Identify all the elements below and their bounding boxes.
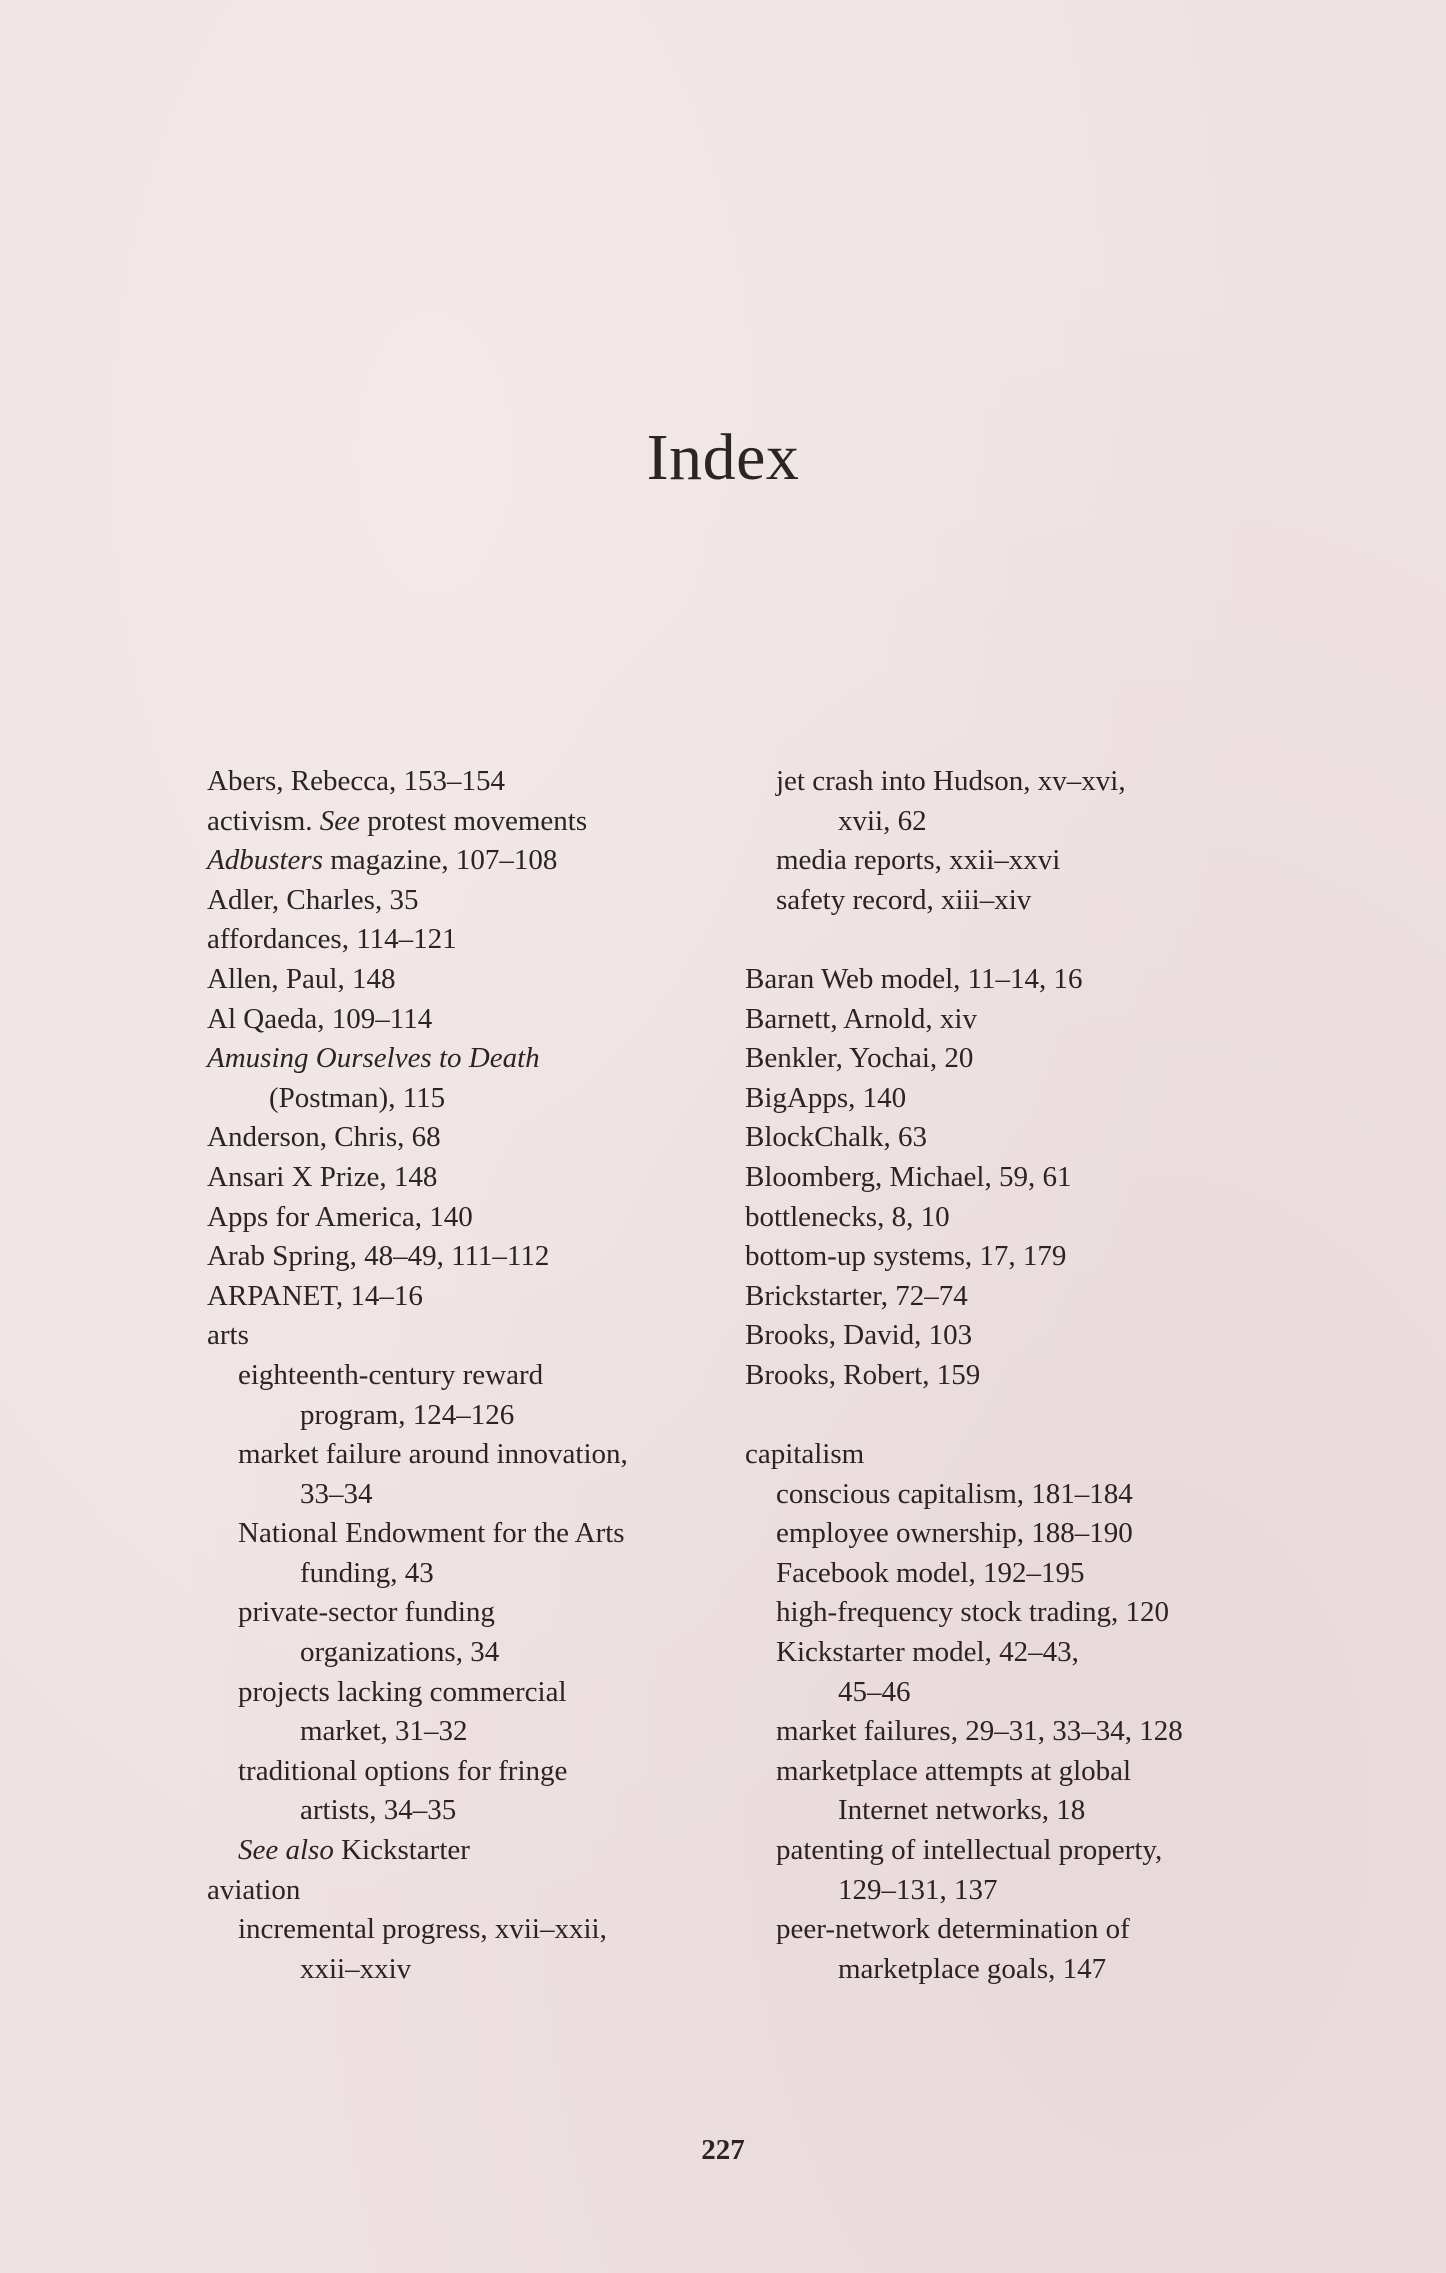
entry-text: ARPANET, 14–16: [207, 1279, 423, 1312]
index-entry: [745, 1316, 1305, 1356]
index-entry: [207, 802, 767, 842]
index-column-right: [745, 762, 1305, 1989]
entry-text: incremental progress, xvii–xxii,: [238, 1913, 607, 1946]
entry-text: market failures, 29–31, 33–34, 128: [776, 1715, 1183, 1748]
index-entry: [745, 1237, 1305, 1277]
entry-text: projects lacking commercial: [238, 1675, 567, 1708]
index-subentry: [745, 1752, 1305, 1831]
index-subentry: [745, 1593, 1305, 1633]
entry-text: employee ownership, 188–190: [776, 1517, 1133, 1550]
index-subentry: [207, 1831, 767, 1871]
entry-text: affordances, 114–121: [207, 923, 457, 956]
index-entry: [207, 1158, 767, 1198]
index-entry: [745, 1118, 1305, 1158]
entry-continuation: xvii, 62: [838, 804, 927, 837]
entry-text: Benkler, Yochai, 20: [745, 1042, 974, 1075]
entry-text: Al Qaeda, 109–114: [207, 1002, 433, 1035]
index-subentry: [745, 881, 1305, 921]
entry-text: BlockChalk, 63: [745, 1121, 928, 1154]
index-subentry: [207, 1593, 767, 1672]
entry-text: Brooks, David, 103: [745, 1319, 973, 1352]
entry-continuation: funding, 43: [300, 1556, 434, 1589]
entry-text: peer-network determination of: [776, 1913, 1130, 1946]
entry-text: protest movements: [360, 804, 588, 837]
entry-continuation: artists, 34–35: [300, 1794, 457, 1827]
index-entry: [207, 1871, 767, 1911]
entry-continuation: market, 31–32: [300, 1715, 468, 1748]
entry-text: Ansari X Prize, 148: [207, 1160, 438, 1193]
entry-text: activism.: [207, 804, 320, 837]
entry-text: Barnett, Arnold, xiv: [745, 1002, 977, 1035]
entry-text: Anderson, Chris, 68: [207, 1121, 441, 1154]
entry-gap: [745, 920, 1305, 960]
index-entry: [207, 1118, 767, 1158]
entry-text: eighteenth-century reward: [238, 1358, 544, 1391]
index-entry: [745, 1435, 1305, 1475]
entry-text: Facebook model, 192–195: [776, 1556, 1085, 1589]
index-subentry: [207, 1435, 767, 1514]
entry-text: Abers, Rebecca, 153–154: [207, 765, 505, 797]
index-entry: [207, 960, 767, 1000]
index-subentry: [745, 1554, 1305, 1594]
entry-text: Adler, Charles, 35: [207, 883, 419, 916]
index-subentry: [207, 1673, 767, 1752]
index-entry: [207, 1277, 767, 1317]
index-subentry: [745, 1712, 1305, 1752]
index-entry: [745, 1198, 1305, 1238]
entry-text: high-frequency stock trading, 120: [776, 1596, 1170, 1629]
entry-text: safety record, xiii–xiv: [776, 883, 1032, 916]
entry-text: private-sector funding: [238, 1596, 495, 1629]
entry-text: marketplace attempts at global: [776, 1754, 1132, 1787]
index-entry: [207, 1237, 767, 1277]
entry-text: BigApps, 140: [745, 1081, 907, 1114]
index-entry: [745, 1000, 1305, 1040]
index-subentry: [745, 841, 1305, 881]
index-entry: [207, 920, 767, 960]
entry-text: arts: [207, 1319, 249, 1352]
index-subentry: [745, 1910, 1305, 1989]
index-entry: [207, 881, 767, 921]
index-entry: [745, 960, 1305, 1000]
entry-text: market failure around innovation,: [238, 1438, 628, 1471]
index-entry: [745, 1039, 1305, 1079]
entry-text: bottom-up systems, 17, 179: [745, 1240, 1067, 1273]
index-entry: [207, 841, 767, 881]
index-subentry: [745, 1475, 1305, 1515]
index-subentry: [207, 1752, 767, 1831]
index-entry: [745, 1158, 1305, 1198]
index-subentry: [745, 1633, 1305, 1712]
entry-text: patenting of intellectual property,: [776, 1834, 1163, 1867]
entry-text: bottlenecks, 8, 10: [745, 1200, 950, 1233]
index-subentry: [207, 1514, 767, 1593]
entry-gap: [745, 1396, 1305, 1436]
index-entry: [745, 1277, 1305, 1317]
index-entry: [207, 1000, 767, 1040]
page-title: Index: [646, 421, 800, 494]
entry-continuation: 129–131, 137: [838, 1873, 998, 1906]
index-column-left: [207, 762, 767, 1989]
entry-continuation: 45–46: [838, 1675, 911, 1708]
index-entry: [207, 1316, 767, 1356]
entry-text: Brooks, Robert, 159: [745, 1358, 981, 1391]
index-subentry: [745, 1514, 1305, 1554]
index-entry: [207, 1039, 767, 1118]
entry-continuation: Internet networks, 18: [838, 1794, 1086, 1827]
page-number: 227: [701, 2134, 745, 2166]
entry-continuation: organizations, 34: [300, 1636, 500, 1669]
entry-continuation: (Postman), 115: [269, 1081, 446, 1114]
entry-text: Apps for America, 140: [207, 1200, 473, 1233]
entry-text: magazine, 107–108: [323, 844, 558, 877]
entry-text: Kickstarter model, 42–43,: [776, 1636, 1079, 1669]
entry-text: National Endowment for the Arts: [238, 1517, 625, 1550]
entry-continuation: marketplace goals, 147: [838, 1952, 1107, 1985]
entry-text: Bloomberg, Michael, 59, 61: [745, 1160, 1072, 1193]
entry-italic-text: See: [319, 804, 361, 837]
index-subentry: [207, 1356, 767, 1435]
entry-italic-text: Adbusters: [207, 844, 323, 877]
entry-text: Arab Spring, 48–49, 111–112: [207, 1240, 550, 1273]
entry-text: Allen, Paul, 148: [207, 962, 396, 995]
entry-text: capitalism: [745, 1438, 865, 1471]
entry-continuation: program, 124–126: [300, 1398, 515, 1431]
index-entry: [207, 762, 767, 802]
entry-text: traditional options for fringe: [238, 1754, 568, 1787]
entry-text: jet crash into Hudson, xv–xvi,: [776, 765, 1126, 797]
entry-continuation: 33–34: [300, 1477, 373, 1510]
entry-text: aviation: [207, 1873, 301, 1906]
index-entry: [207, 1198, 767, 1238]
index-subentry: [745, 762, 1305, 841]
entry-text: conscious capitalism, 181–184: [776, 1477, 1133, 1510]
entry-continuation: xxii–xxiv: [300, 1952, 412, 1985]
entry-text: Baran Web model, 11–14, 16: [745, 962, 1083, 995]
entry-italic-text: Amusing Ourselves to Death: [207, 1042, 540, 1075]
entry-text: Brickstarter, 72–74: [745, 1279, 968, 1312]
entry-italic-text: See also: [238, 1834, 334, 1867]
entry-text: media reports, xxii–xxvi: [776, 844, 1061, 877]
index-entry: [745, 1079, 1305, 1119]
index-subentry: [207, 1910, 767, 1989]
index-entry: [745, 1356, 1305, 1396]
entry-text: Kickstarter: [333, 1834, 470, 1867]
index-subentry: [745, 1831, 1305, 1910]
